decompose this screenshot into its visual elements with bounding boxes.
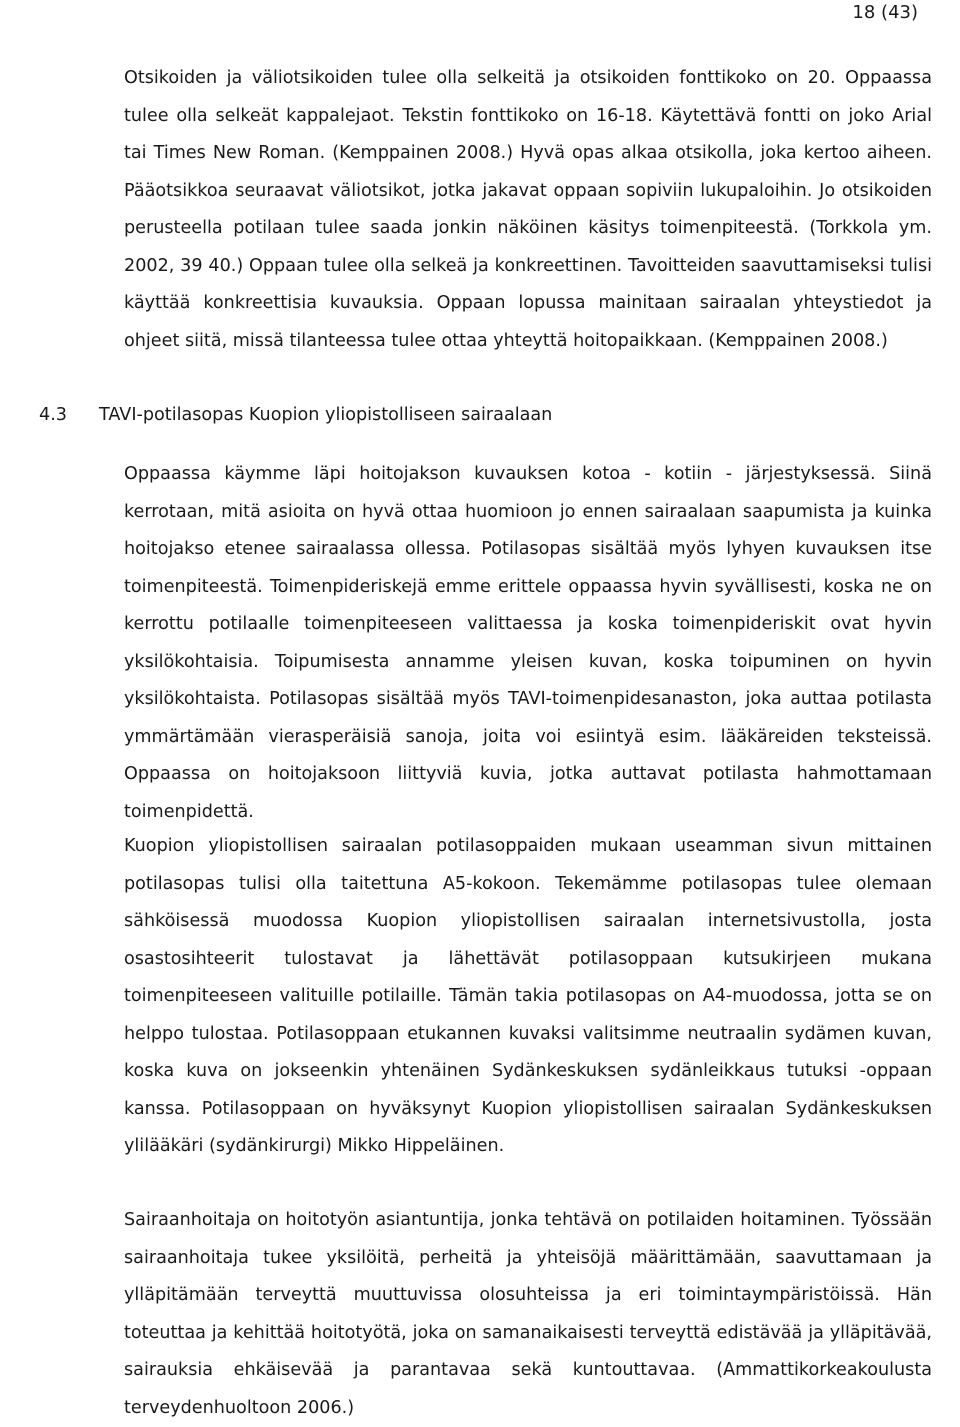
page-number: 18 (43) [852, 2, 918, 23]
section-heading [39, 400, 552, 430]
paragraph-nurse-role: Sairaanhoitaja on hoitotyön asiantuntija, jonka tehtävä on potilaiden hoitaminen. Työssään sairaanhoitaja tukee yksilöitä, perheitä ja yhteisöjä määrittämään, saavuttamaan ja ylläpitämään terveyttä muuttuvissa olosuhteissa ja eri toimintaympäristöissä. Hän toteuttaa ja kehittää hoitotyötä, joka on samanaikaisesti terveyttä edistävää ja ylläpitävää, sairauksia ehkäisevää ja parantavaa sekä kuntouttavaa. (Ammattikorkeakoulusta terveydenhuoltoon 2006.) [124, 1210, 932, 1418]
section-number: 4.3 [39, 405, 67, 425]
paragraph-guide-format: Kuopion yliopistollisen sairaalan potilasoppaiden mukaan useamman sivun mittainen potilasopas tulisi olla taitettuna A5-kokoon. Tekemämme potilasopas tulee olemaan sähköisessä muodossa Kuopion yliopistollisen sairaalan internetsivustolla, josta osastosihteerit tulostavat ja lähettävät potilasoppaan kutsukirjeen mukana toimenpiteeseen valituille potilaille. Tämän takia potilasopas on A4-muodossa, jotta se on helppo tulostaa. Potilasoppaan etukannen kuvaksi valitsimme neutraalin sydämen kuvan, koska kuva on jokseenkin yhtenäinen Sydänkeskuksen sydänleikkaus tutuksi -oppaan kanssa. Potilasoppaan on hyväksynyt Kuopion yliopistollisen sairaalan Sydänkeskuksen ylilääkäri (sydänkirurgi) Mikko Hippeläinen. [124, 836, 932, 1156]
paragraph-guide-contents: Oppaassa käymme läpi hoitojakson kuvauksen kotoa - kotiin - järjestyksessä. Siinä kerrotaan, mitä asioita on hyvä ottaa huomioon jo ennen sairaalaan saapumista ja kuinka hoitojakso etenee sairaalassa ollessa. Potilasopas sisältää myös lyhyen kuvauksen itse toimenpiteestä. Toimenpideriskejä emme erittele oppaassa hyvin syvällisesti, koska ne on kerrottu potilaalle toimenpiteeseen valittaessa ja koska toimenpideriskit ovat hyvin yksilökohtaisia. Toipumisesta annamme yleisen kuvan, koska toipuminen on hyvin yksilökohtaista. Potilasopas sisältää myös TAVI-toimenpidesanaston, joka auttaa potilasta ymmärtämään vierasperäisiä sanoja, joita voi esiintyä esim. lääkäreiden teksteissä. Oppaassa on hoitojaksoon liittyviä kuvia, jotka auttavat potilasta hahmottamaan toimenpidettä. [124, 464, 932, 822]
paragraph-font-guidelines: Otsikoiden ja väliotsikoiden tulee olla selkeitä ja otsikoiden fonttikoko on 20. Oppaassa tulee olla selkeät kappalejaot. Tekstin fonttikoko on 16-18. Käytettävä fontti on joko Arial tai Times New Roman. (Kemppainen 2008.) Hyvä opas alkaa otsikolla, joka kertoo aiheen. Pääotsikkoa seuraavat väliotsikot, jotka jakavat oppaan sopiviin lukupaloihin. Jo otsikoiden perusteella potilaan tulee saada jonkin näköinen käsitys toimenpiteestä. (Torkkola ym. 2002, 39 40.) Oppaan tulee olla selkeä ja konkreettinen. Tavoitteiden saavuttamiseksi tulisi käyttää konkreettisia kuvauksia. Oppaan lopussa mainitaan sairaalan yhteystiedot ja ohjeet siitä, missä tilanteessa tulee ottaa yhteyttä hoitopaikkaan. (Kemppainen 2008.) [124, 68, 932, 351]
section-title: TAVI-potilasopas Kuopion yliopistolliseen sairaalaan [99, 405, 553, 425]
